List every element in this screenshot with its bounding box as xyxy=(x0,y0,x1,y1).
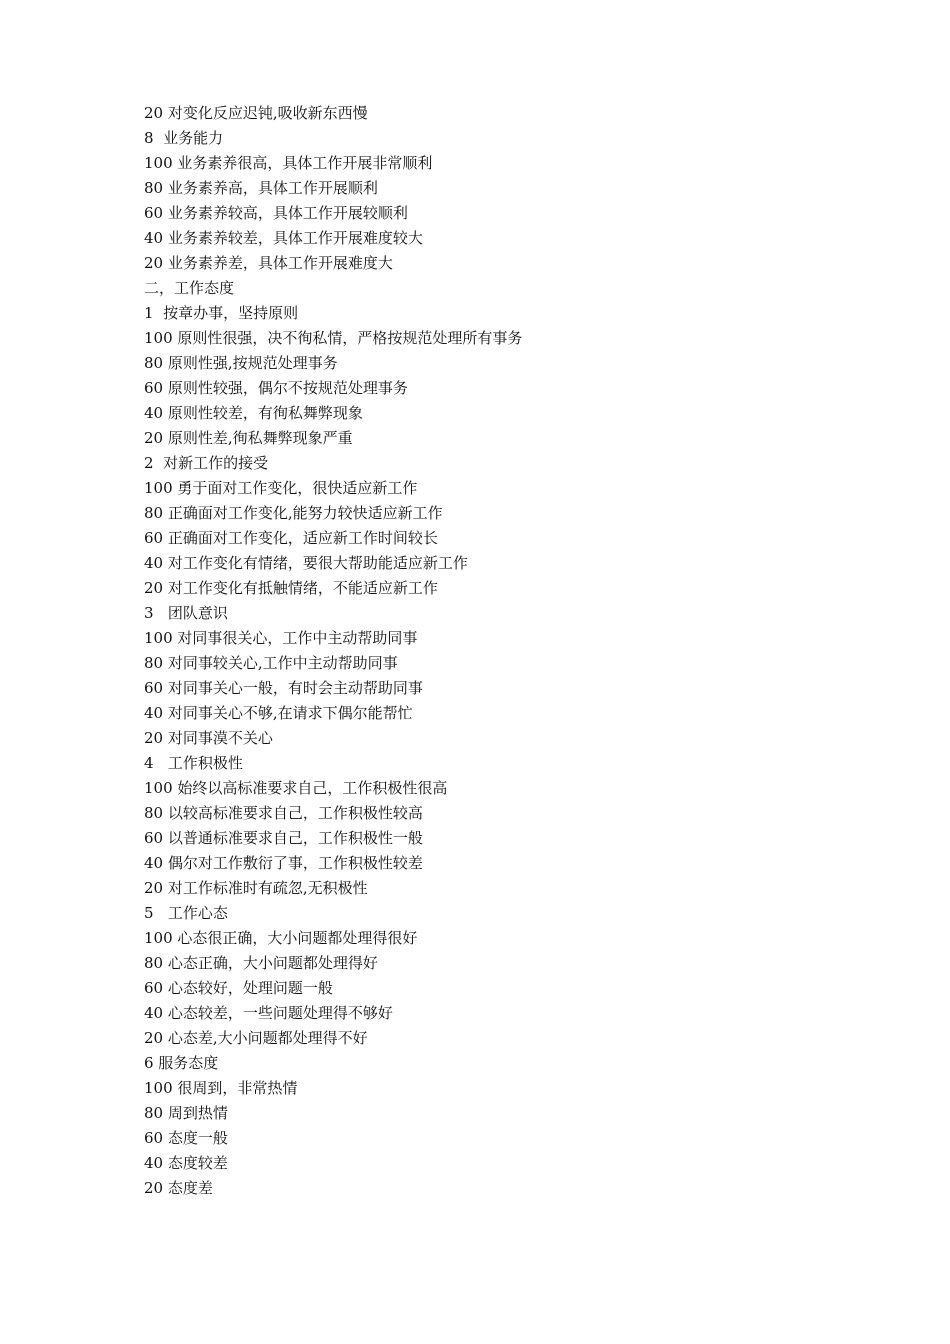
text-line: 60 原则性较强，偶尔不按规范处理事务 xyxy=(144,379,408,397)
section-heading: 2 对新工作的接受 xyxy=(144,454,269,472)
text-line: 20 对工作标准时有疏忽,无积极性 xyxy=(144,879,368,897)
text-line: 100 对同事很关心，工作中主动帮助同事 xyxy=(144,629,418,647)
text-line: 40 偶尔对工作敷衍了事，工作积极性较差 xyxy=(144,854,423,872)
text-line: 20 原则性差,徇私舞弊现象严重 xyxy=(144,429,353,447)
text-line: 80 正确面对工作变化,能努力较快适应新工作 xyxy=(144,504,443,522)
text-line: 20 对同事漠不关心 xyxy=(144,729,273,747)
text-line: 40 态度较差 xyxy=(144,1154,228,1172)
text-line: 100 始终以高标准要求自己，工作积极性很高 xyxy=(144,779,448,797)
text-line: 60 对同事关心一般，有时会主动帮助同事 xyxy=(144,679,423,697)
text-line: 80 对同事较关心,工作中主动帮助同事 xyxy=(144,654,398,672)
text-line: 40 业务素养较差，具体工作开展难度较大 xyxy=(144,229,423,247)
section-heading: 3 团队意识 xyxy=(144,604,228,622)
text-line: 60 态度一般 xyxy=(144,1129,228,1147)
text-line: 100 很周到，非常热情 xyxy=(144,1079,298,1097)
text-line: 80 以较高标准要求自己，工作积极性较高 xyxy=(144,804,423,822)
text-line: 100 原则性很强，决不徇私情，严格按规范处理所有事务 xyxy=(144,329,523,347)
chapter-heading: 二，工作态度 xyxy=(144,279,235,297)
text-line: 100 心态很正确，大小问题都处理得很好 xyxy=(144,929,418,947)
text-line: 100 业务素养很高，具体工作开展非常顺利 xyxy=(144,154,433,172)
text-line: 20 对工作变化有抵触情绪，不能适应新工作 xyxy=(144,579,438,597)
text-line: 40 原则性较差，有徇私舞弊现象 xyxy=(144,404,363,422)
text-line: 20 心态差,大小问题都处理得不好 xyxy=(144,1029,368,1047)
text-line: 20 业务素养差，具体工作开展难度大 xyxy=(144,254,393,272)
section-heading: 5 工作心态 xyxy=(144,904,228,922)
text-line: 40 对工作变化有情绪，要很大帮助能适应新工作 xyxy=(144,554,468,572)
text-line: 20 态度差 xyxy=(144,1179,213,1197)
section-heading: 1 按章办事，坚持原则 xyxy=(144,304,299,322)
text-line: 20 对变化反应迟钝,吸收新东西慢 xyxy=(144,104,368,122)
text-line: 80 周到热情 xyxy=(144,1104,228,1122)
text-line: 60 心态较好，处理问题一般 xyxy=(144,979,333,997)
text-line: 60 以普通标准要求自己，工作积极性一般 xyxy=(144,829,423,847)
text-line: 80 心态正确，大小问题都处理得好 xyxy=(144,954,378,972)
text-line: 60 正确面对工作变化，适应新工作时间较长 xyxy=(144,529,438,547)
section-heading: 4 工作积极性 xyxy=(144,754,243,772)
text-line: 80 原则性强,按规范处理事务 xyxy=(144,354,338,372)
text-line: 40 对同事关心不够,在请求下偶尔能帮忙 xyxy=(144,704,413,722)
text-line: 40 心态较差，一些问题处理得不够好 xyxy=(144,1004,393,1022)
text-line: 60 业务素养较高，具体工作开展较顺利 xyxy=(144,204,408,222)
section-heading: 8 业务能力 xyxy=(144,129,224,147)
text-line: 80 业务素养高，具体工作开展顺利 xyxy=(144,179,378,197)
text-line: 100 勇于面对工作变化，很快适应新工作 xyxy=(144,479,418,497)
section-heading: 6 服务态度 xyxy=(144,1054,219,1072)
document-body xyxy=(144,101,844,1201)
